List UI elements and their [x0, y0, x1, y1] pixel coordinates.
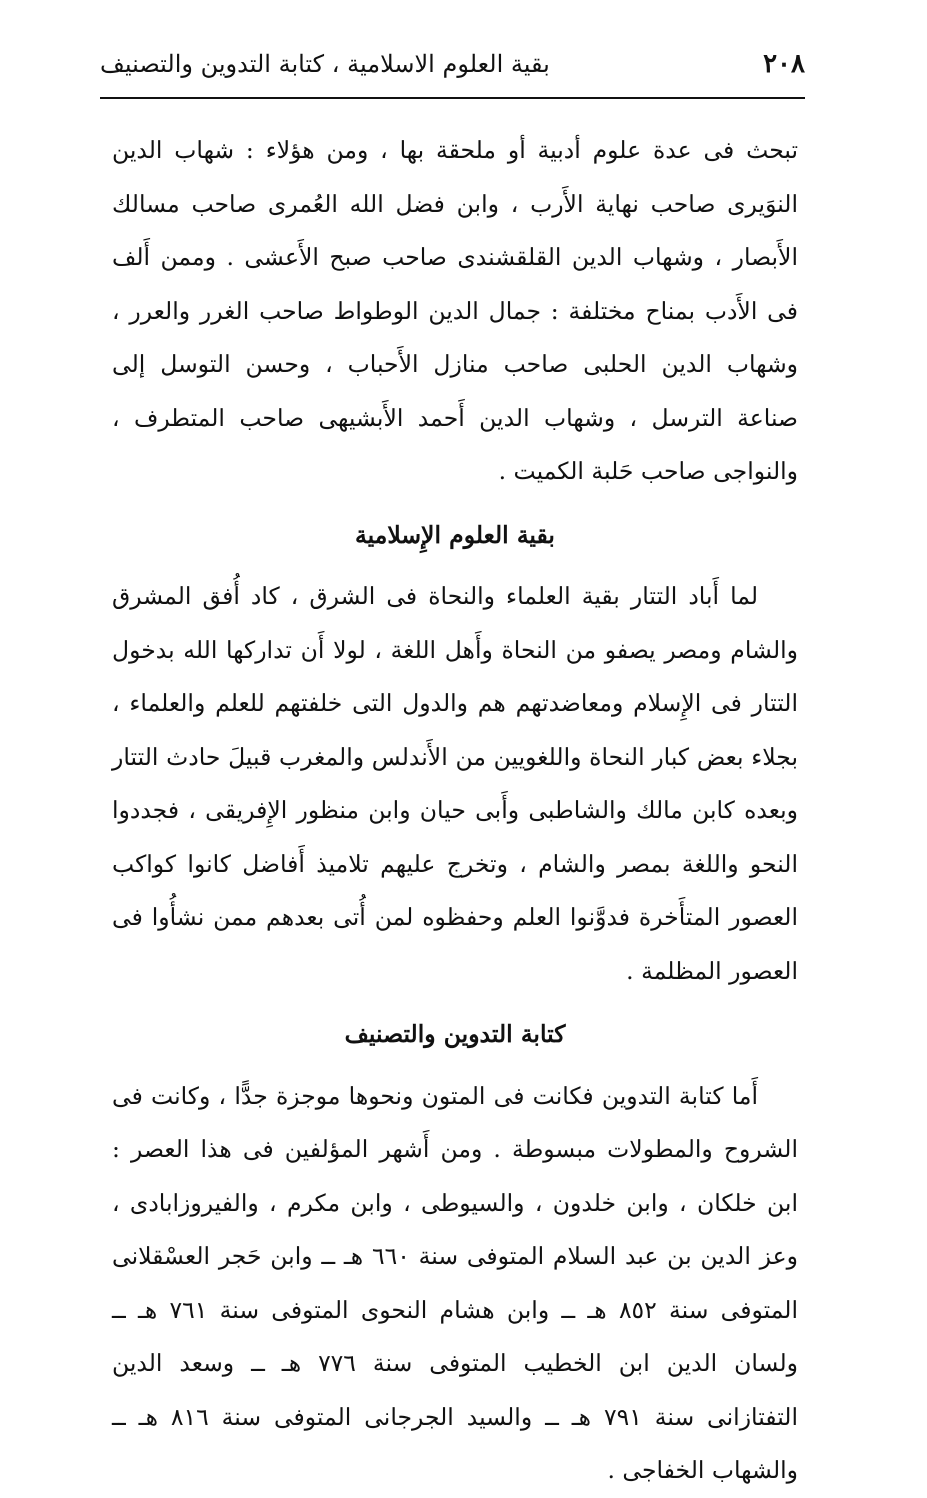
spacer	[112, 499, 798, 509]
codification-paragraph: أَما كتابة التدوين فكانت فى المتون ونحوها موجزة جدًّا ، وكانت فى الشروح والمطولات مبسوطة . ومن أَشهر المؤلفين فى هذا العصر : ابن خلكان ، وابن خلدون ، والسيوطى ، وابن مكرم ، والفيروزابادى ، وعز الدين بن عبد السلام المتوفى سنة ٦٦٠ هـ ــ وابن حَجر العسْقلانى المتوفى سنة ٨٥٢ هـ ــ وابن هشام النحوى المتوفى سنة ٧٦١ هـ ــ ولسان الدين ابن الخطيب المتوفى سنة ٧٧٦ هـ ــ وسعد الدين التفتازانى سنة ٧٩١ هـ ــ والسيد الجرجانى المتوفى سنة ٨١٦ هـ ــ والشهاب الخفاجى .	[112, 1081, 799, 1484]
running-header	[100, 42, 805, 86]
spacer	[112, 998, 798, 1008]
intro-paragraph: تبحث فى عدة علوم أدبية أو ملحقة بها ، ومن هؤلاء : شهاب الدين النوَيرى صاحب نهاية الأَرب ، وابن فضل الله العُمرى صاحب مسالك الأَبصار ، وشهاب الدين القلقشندى صاحب صبح الأَعشى . وممن أَلف فى الأَدب بمناح مختلفة : جمال الدين الوطواط صاحب الغرر والعرر ، وشهاب الدين الحلبى صاحب منازل الأَحباب ، وحسن التوسل إلى صناعة الترسل ، وشهاب الدين أَحمد الأَبشيهى صاحب المتطرف ، والنواجى صاحب حَلبة الكميت .	[112, 136, 798, 485]
page-number: ٢٠٨	[763, 49, 805, 79]
running-header-title: بقية العلوم الاسلامية ، كتابة التدوين والتصنيف	[100, 50, 550, 78]
spacer	[112, 562, 798, 570]
section-heading-islamic-sciences: بقية العلوم الإِسلامية	[355, 520, 555, 549]
page-body	[112, 124, 798, 1498]
section-heading-codification: كتابة التدوين والتصنيف	[344, 1020, 566, 1048]
spacer	[112, 1062, 798, 1070]
header-divider	[100, 97, 805, 99]
islamic-sciences-paragraph: لما أَباد التتار بقية العلماء والنحاة فى الشرق ، كاد أُفق المشرق والشام ومصر يصفو من النحاة وأَهل اللغة ، لولا أَن تداركها الله بدخول التتار فى الإِسلام ومعاضدتهم هم والدول التى خلفتهم للعلم والعلماء ، بجلاء بعض كبار النحاة واللغويين من الأَندلس والمغرب قبيلَ حادث التتار وبعده كابن مالك والشاطبى وأَبى حيان وابن منظور الإِفريقى ، فجددوا النحو واللغة بمصر والشام ، وتخرج عليهم تلاميذ أَفاضل كانوا كواكب العصور المتأَخرة فدوَّنوا العلم وحفظوه لمن أُتى بعدهم ممن نشأُوا فى العصور المظلمة .	[112, 582, 798, 985]
